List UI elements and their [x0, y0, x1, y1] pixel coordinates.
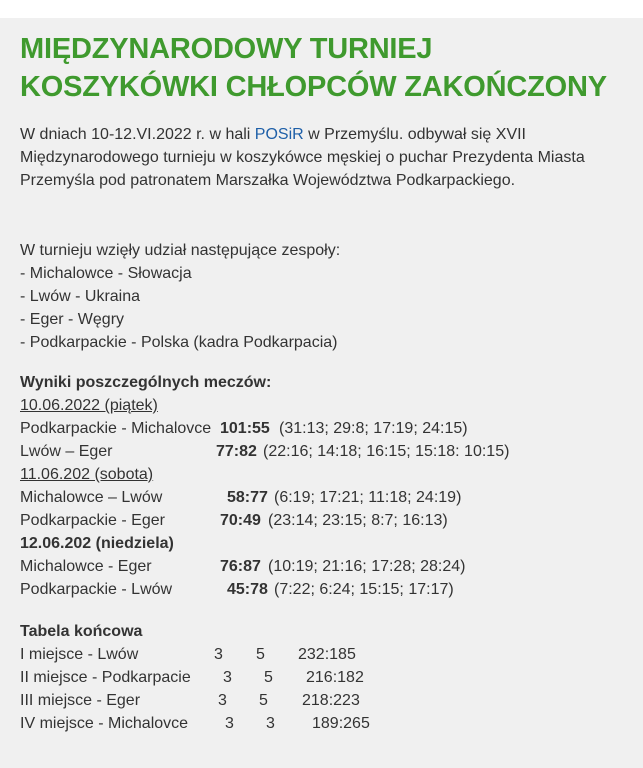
- final-place: I miejsce - Lwów: [20, 646, 139, 663]
- final-place: II miejsce - Podkarpacie: [20, 669, 191, 686]
- article: [20, 30, 630, 735]
- match-teams: Michalowce - Eger: [20, 558, 152, 575]
- intro-text-1: W dniach 10-12.VI.2022 r. w hali: [20, 126, 255, 143]
- match-score: 45:78: [227, 581, 268, 598]
- posir-link[interactable]: POSiR: [254, 126, 304, 143]
- top-bar: [0, 0, 643, 18]
- final-balance: 189:265: [312, 715, 370, 732]
- final-balance: 216:182: [306, 669, 364, 686]
- match-row: [20, 486, 630, 509]
- final-table-row: [20, 666, 630, 689]
- match-score: 58:77: [227, 489, 268, 506]
- match-sets: (31:13; 29:8; 17:19; 24:15): [279, 420, 468, 437]
- match-sets: (7:22; 6:24; 15:15; 17:17): [274, 581, 454, 598]
- match-sets: (23:14; 23:15; 8:7; 16:13): [268, 512, 448, 529]
- match-row: [20, 555, 630, 578]
- match-teams: Podkarpackie - Eger: [20, 512, 165, 529]
- intro-paragraph: [20, 123, 630, 192]
- match-row: [20, 509, 630, 532]
- final-table: [20, 620, 630, 735]
- match-sets: (6:19; 17:21; 11:18; 24:19): [274, 489, 462, 506]
- final-games: 3: [214, 646, 223, 663]
- match-teams: Michalowce – Lwów: [20, 489, 163, 506]
- teams-section: [20, 239, 630, 354]
- title-line-1: MIĘDZYNARODOWY TURNIEJ: [20, 33, 433, 65]
- final-games: 3: [223, 669, 232, 686]
- match-row: [20, 417, 630, 440]
- match-score: 77:82: [216, 443, 257, 460]
- match-date: 11.06.202 (sobota): [20, 466, 154, 483]
- article-title: [20, 30, 630, 106]
- intro-line-2: Międzynarodowego turnieju w koszykówce męskiej o puchar Prezydenta Miasta: [20, 149, 585, 166]
- team-item: - Lwów - Ukraina: [20, 288, 141, 305]
- final-points: 5: [256, 646, 265, 663]
- title-line-2: KOSZYKÓWKI CHŁOPCÓW ZAKOŃCZONY: [20, 71, 607, 103]
- match-date: 10.06.2022 (piątek): [20, 397, 158, 414]
- results-heading: Wyniki poszczególnych meczów:: [20, 374, 272, 391]
- team-item: - Podkarpackie - Polska (kadra Podkarpacia): [20, 334, 338, 351]
- final-table-row: [20, 689, 630, 712]
- team-item: - Michalowce - Słowacja: [20, 265, 192, 282]
- match-score: 70:49: [220, 512, 261, 529]
- final-table-heading: Tabela końcowa: [20, 623, 143, 640]
- match-row: [20, 440, 630, 463]
- match-date: 12.06.202 (niedziela): [20, 535, 174, 552]
- match-teams: Podkarpackie - Michalovce: [20, 420, 212, 437]
- final-balance: 218:223: [302, 692, 360, 709]
- final-table-row: [20, 643, 630, 666]
- final-table-row: [20, 712, 630, 735]
- final-place: IV miejsce - Michalovce: [20, 715, 189, 732]
- team-item: - Eger - Węgry: [20, 311, 125, 328]
- match-sets: (22:16; 14:18; 16:15; 15:18: 10:15): [263, 443, 510, 460]
- match-teams: Lwów – Eger: [20, 443, 113, 460]
- intro-line-1: [20, 123, 630, 146]
- final-points: 5: [264, 669, 273, 686]
- final-points: 5: [259, 692, 268, 709]
- match-teams: Podkarpackie - Lwów: [20, 581, 173, 598]
- intro-text-2: w Przemyślu. odbywał się XVII: [303, 126, 526, 143]
- results-section: [20, 371, 630, 601]
- final-points: 3: [266, 715, 275, 732]
- match-score: 101:55: [220, 420, 270, 437]
- match-sets: (10:19; 21:16; 17:28; 28:24): [268, 558, 466, 575]
- final-place: III miejsce - Eger: [20, 692, 141, 709]
- final-balance: 232:185: [298, 646, 356, 663]
- match-score: 76:87: [220, 558, 261, 575]
- intro-line-3: Przemyśla pod patronatem Marszałka Województwa Podkarpackiego.: [20, 172, 516, 189]
- final-games: 3: [225, 715, 234, 732]
- teams-heading: W turnieju wzięły udział następujące zespoły:: [20, 242, 341, 259]
- final-games: 3: [218, 692, 227, 709]
- match-row: [20, 578, 630, 601]
